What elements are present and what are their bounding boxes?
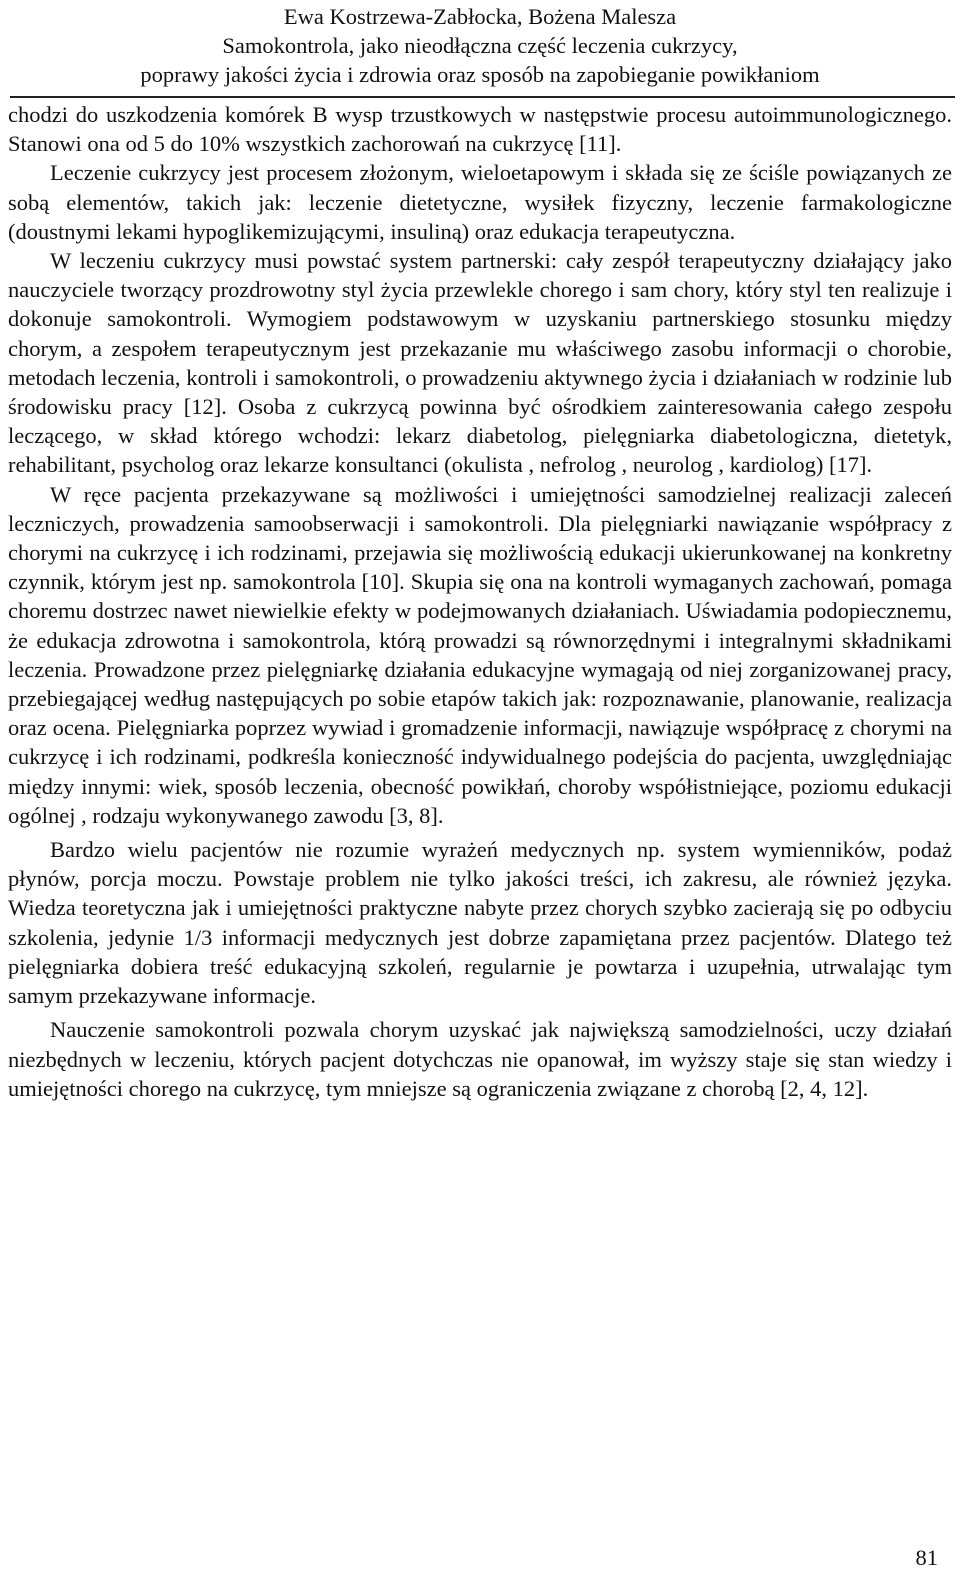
paragraph-medical-language: Bardzo wielu pacjentów nie rozumie wyrażeń medycznych np. system wymienników, podaż płynów, porcja moczu. Powstaje problem nie tylko jakości treści, ich zakresu, ale również języka. Wiedza teoretyczna jak i umiejętności praktyczne nabyte przez chorych szybko zacierają się po odbyciu szkolenia, jedynie 1/3 informacji medycznych jest dobrze zapamiętana przez pacjentów. Dlatego też pielęgniarka dobiera treść edukacyjną szkoleń, regularnie je powtarza i uzupełnia, utrwalając tym samym przekazywane informacje. xyxy=(8,837,952,1009)
header-rule xyxy=(10,96,955,98)
page-number: 81 xyxy=(915,1545,938,1570)
paragraph-treatment-overview: Leczenie cukrzycy jest procesem złożonym, wieloetapowym i składa się ze ściśle powiązanych ze sobą elementów, takich jak: leczenie dietetyczne, wysiłek fizyczny, leczenie farmakologiczne (doustnymi lekami hypoglikemizującymi, insuliną) oraz edukacja terapeutyczna. xyxy=(8,160,952,244)
article-body xyxy=(8,100,952,1103)
paragraph-continuation: chodzi do uszkodzenia komórek B wysp trzustkowych w następstwie procesu autoimmunologicznego. Stanowi ona od 5 do 10% wszystkich zachorowań na cukrzycę [11]. xyxy=(8,102,952,157)
header-title-line-1: Samokontrola, jako nieodłączna część leczenia cukrzycy, xyxy=(222,33,738,58)
running-header xyxy=(0,0,960,89)
paragraph-partner-system: W leczeniu cukrzycy musi powstać system partnerski: cały zespół terapeutyczny działający jako nauczyciele tworzący prozdrowotny styl życia przewlekle chorego i sam chory, który styl ten realizuje i dokonuje samokontroli. Wymogiem podstawowym w uzyskaniu partnerskiego stosunku między chorym, a zespołem terapeutycznym jest przekazanie mu właściwego zasobu informacji o chorobie, metodach leczenia, kontroli i samokontroli, o prowadzeniu aktywnego życia i działaniach w rodzinie lub środowisku pracy [12]. Osoba z cukrzycą powinna być ośrodkiem zainteresowania całego zespołu leczącego, w skład którego wchodzi: lekarz diabetolog, pielęgniarka diabetologiczna, dietetyk, rehabilitant, psycholog oraz lekarze konsultanci (okulista , nefrolog , neurolog , kardiolog) [17]. xyxy=(8,248,952,478)
header-authors: Ewa Kostrzewa-Zabłocka, Bożena Malesza xyxy=(283,4,677,29)
header-title-line-2: poprawy jakości życia i zdrowia oraz sposób na zapobieganie powikłaniom xyxy=(140,62,820,87)
paragraph-self-control-learning: Nauczenie samokontroli pozwala chorym uzyskać jak największą samodzielności, uczy działań niezbędnych w leczeniu, których pacjent dotychczas nie opanował, im wyższy staje się stan wiedzy i umiejętności chorego na cukrzycę, tym mniejsze są ograniczenia związane z chorobą [2, 4, 12]. xyxy=(8,1017,952,1101)
paragraph-patient-responsibility: W ręce pacjenta przekazywane są możliwości i umiejętności samodzielnej realizacji zaleceń leczniczych, prowadzenia samoobserwacji i samokontroli. Dla pielęgniarki nawiązanie współpracy z chorymi na cukrzycę i ich rodzinami, przejawia się możliwością edukacji ukierunkowanej na konkretny czynnik, którym jest np. samokontrola [10]. Skupia się ona na kontroli wymaganych zachowań, pomaga choremu dostrzec nawet niewielkie efekty w podejmowanych działaniach. Uświadamia podopiecznemu, że edukacja zdrowotna i samokontrola, którą prowadzi są równorzędnymi i integralnymi składnikami leczenia. Prowadzone przez pielęgniarkę działania edukacyjne wymagają od niej zorganizowanej pracy, przebiegającej według następujących po sobie etapów takich jak: rozpoznawanie, planowanie, realizacja oraz ocena. Pielęgniarka poprzez wywiad i gromadzenie informacji, nawiązuje współpracę z chorymi na cukrzycę i ich rodzinami, podkreśla konieczność indywidualnego podejścia do pacjenta, uwzględniając między innymi: wiek, sposób leczenia, obecność powikłań, choroby współistniejące, poziomu edukacji ogólnej , rodzaju wykonywanego zawodu [3, 8]. xyxy=(8,481,952,828)
